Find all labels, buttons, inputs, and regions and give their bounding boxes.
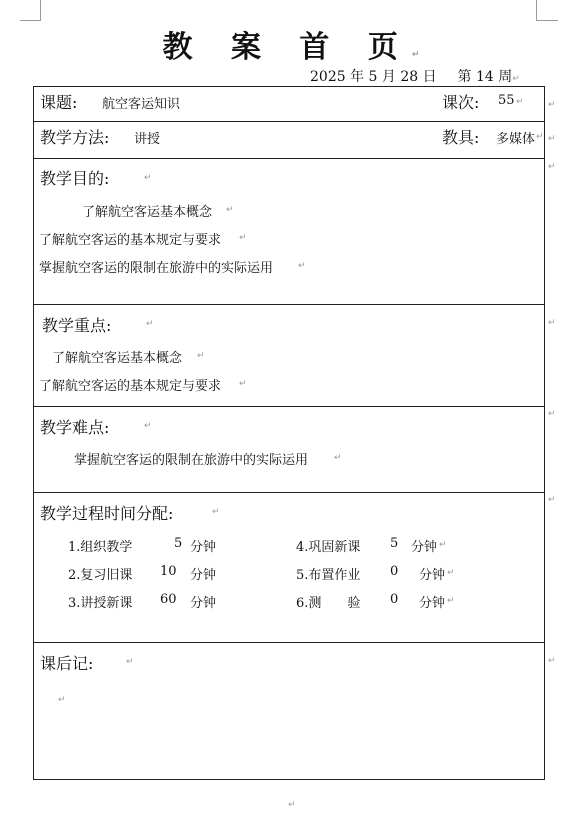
date-line — [310, 66, 520, 86]
objective-item: 了解航空客运基本概念 — [82, 205, 213, 220]
return-arrow-icon: ↵ — [144, 173, 152, 183]
time-unit-left: 分钟 — [190, 596, 217, 611]
time-unit-right: 分钟 — [411, 540, 438, 555]
return-arrow-icon: ↵ — [334, 453, 342, 463]
return-arrow-icon: ↵ — [447, 568, 455, 578]
time-item-right: 5.布置作业 — [296, 568, 361, 583]
topic-row — [33, 86, 545, 121]
return-arrow-icon: ↵ — [226, 205, 234, 215]
return-arrow-icon: ↵ — [239, 379, 247, 389]
notes-section — [33, 642, 545, 780]
return-arrow-icon: ↵ — [447, 596, 455, 606]
return-arrow-icon: ↵ — [512, 74, 520, 84]
time-minutes-left: 60 — [160, 592, 177, 607]
return-arrow-icon: ↵ — [548, 162, 556, 172]
return-arrow-icon: ↵ — [411, 50, 420, 60]
topic-label: 课题: — [40, 93, 78, 112]
return-arrow-icon: ↵ — [548, 495, 556, 505]
lesson-value: 55 — [498, 93, 515, 108]
time-item-left: 2.复习旧课 — [68, 568, 133, 583]
return-arrow-icon: ↵ — [548, 318, 556, 328]
time-unit-right: 分钟 — [419, 596, 446, 611]
return-arrow-icon: ↵ — [548, 409, 556, 419]
difficulties-label: 教学难点: — [40, 418, 110, 437]
return-arrow-icon: ↵ — [516, 97, 524, 107]
method-row — [33, 121, 545, 158]
return-arrow-icon: ↵ — [126, 657, 134, 667]
time-minutes-right: 0 — [390, 564, 399, 579]
time-minutes-right: 5 — [390, 536, 399, 551]
method-value: 讲授 — [134, 132, 161, 147]
method-label: 教学方法: — [40, 128, 110, 147]
time-minutes-left: 5 — [174, 536, 183, 551]
return-arrow-icon: ↵ — [146, 319, 154, 329]
time-allocation-label: 教学过程时间分配: — [40, 504, 174, 523]
page-title-text: 教 案 首 页 — [162, 30, 412, 65]
crop-mark-top-left-h — [20, 20, 41, 21]
time-item-left: 3.讲授新课 — [68, 596, 133, 611]
return-arrow-icon: ↵ — [536, 132, 544, 142]
return-arrow-icon: ↵ — [298, 261, 306, 271]
time-minutes-right: 0 — [390, 592, 399, 607]
return-arrow-icon: ↵ — [288, 800, 296, 810]
time-item-right: 6.测 验 — [296, 596, 361, 611]
tools-label: 教具: — [442, 128, 480, 147]
objectives-section — [33, 158, 545, 304]
time-item-right: 4.巩固新课 — [296, 540, 361, 555]
crop-mark-top-left — [40, 0, 41, 20]
key-point-item: 了解航空客运基本概念 — [52, 351, 183, 366]
crop-mark-top-right — [536, 0, 537, 20]
topic-value: 航空客运知识 — [102, 97, 181, 112]
return-arrow-icon: ↵ — [144, 421, 152, 431]
key-points-section — [33, 304, 545, 406]
return-arrow-icon: ↵ — [212, 507, 220, 517]
time-item-left: 1.组织教学 — [68, 540, 133, 555]
return-arrow-icon: ↵ — [548, 100, 556, 110]
key-points-label: 教学重点: — [42, 316, 112, 335]
objective-item: 掌握航空客运的限制在旅游中的实际运用 — [39, 261, 274, 276]
time-unit-right: 分钟 — [419, 568, 446, 583]
crop-mark-top-right-h — [536, 20, 558, 21]
return-arrow-icon: ↵ — [548, 656, 556, 666]
return-arrow-icon: ↵ — [197, 351, 205, 361]
objective-item: 了解航空客运的基本规定与要求 — [39, 233, 222, 248]
return-arrow-icon: ↵ — [58, 695, 66, 705]
return-arrow-icon: ↵ — [548, 134, 556, 144]
return-arrow-icon: ↵ — [239, 233, 247, 243]
time-unit-left: 分钟 — [190, 568, 217, 583]
time-unit-left: 分钟 — [190, 540, 217, 555]
time-minutes-left: 10 — [160, 564, 177, 579]
notes-label: 课后记: — [40, 654, 94, 673]
difficulty-item: 掌握航空客运的限制在旅游中的实际运用 — [74, 453, 309, 468]
time-allocation-section — [33, 492, 545, 642]
difficulties-section — [33, 406, 545, 492]
key-point-item: 了解航空客运的基本规定与要求 — [39, 379, 222, 394]
objectives-label: 教学目的: — [40, 169, 110, 188]
week-text: 第 14 周 — [457, 69, 513, 85]
lesson-label: 课次: — [442, 93, 480, 112]
date-text: 2025 年 5 月 28 日 — [310, 69, 437, 85]
tools-value: 多媒体 — [496, 132, 536, 147]
return-arrow-icon: ↵ — [439, 540, 447, 550]
page-title — [0, 22, 582, 66]
